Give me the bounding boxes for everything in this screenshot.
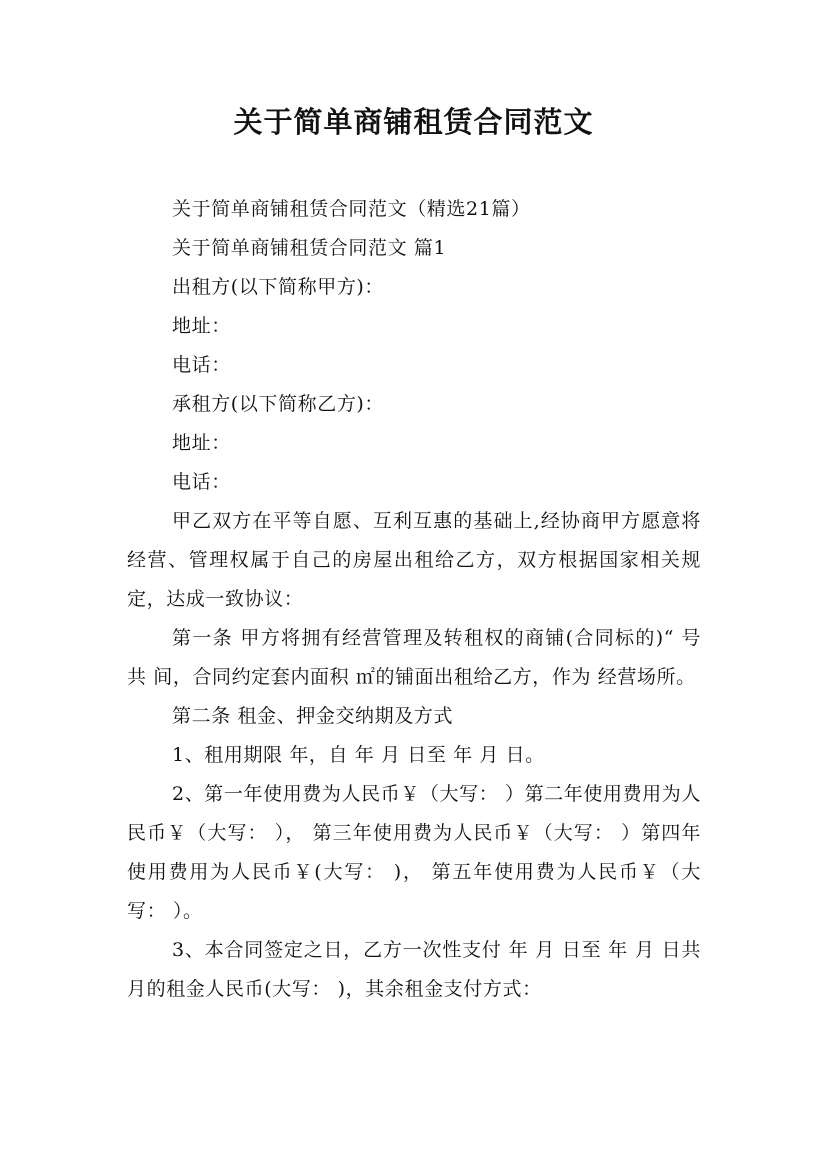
- paragraph: 承租方(以下简称乙方)：: [172, 393, 385, 415]
- document-body: [127, 190, 701, 1009]
- paragraph: 3、本合同签定之日，乙方一次性支付 年 月 日至 年 月 日共 月的租金人民币(大写： )，其余租金支付方式：: [127, 939, 701, 1000]
- paragraph: 甲乙双方在平等自愿、互利互惠的基础上,经协商甲方愿意将经营、管理权属于自己的房屋出租给乙方，双方根据国家相关规定，达成一致协议：: [127, 510, 701, 610]
- paragraph: 关于简单商铺租赁合同范文（精选21篇）: [172, 198, 531, 220]
- paragraph: 第二条 租金、押金交纳期及方式: [172, 705, 454, 727]
- paragraph: 出租方(以下简称甲方)：: [172, 276, 385, 298]
- paragraph: 电话：: [172, 354, 231, 376]
- paragraph: 2、第一年使用费为人民币￥（大写： ）第二年使用费用为人民币￥（大写： ）， 第三年使用费为人民币￥（大写： ）第四年使用费用为人民币￥(大写： )， 第五年使用费为人民币￥（大写： ）。: [127, 783, 701, 922]
- paragraph: 第一条 甲方将拥有经营管理及转租权的商铺(合同标的)“ 号共 间，合同约定套内面积 ㎡的铺面出租给乙方，作为 经营场所。: [127, 627, 701, 688]
- paragraph: 地址：: [172, 432, 231, 454]
- paragraph: 关于简单商铺租赁合同范文 篇1: [172, 237, 447, 259]
- paragraph: 电话：: [172, 471, 231, 493]
- paragraph: 1、租用期限 年，自 年 月 日至 年 月 日。: [172, 744, 545, 766]
- paragraph: 地址：: [172, 315, 231, 337]
- document-title: 关于简单商铺租赁合同范文: [233, 105, 594, 139]
